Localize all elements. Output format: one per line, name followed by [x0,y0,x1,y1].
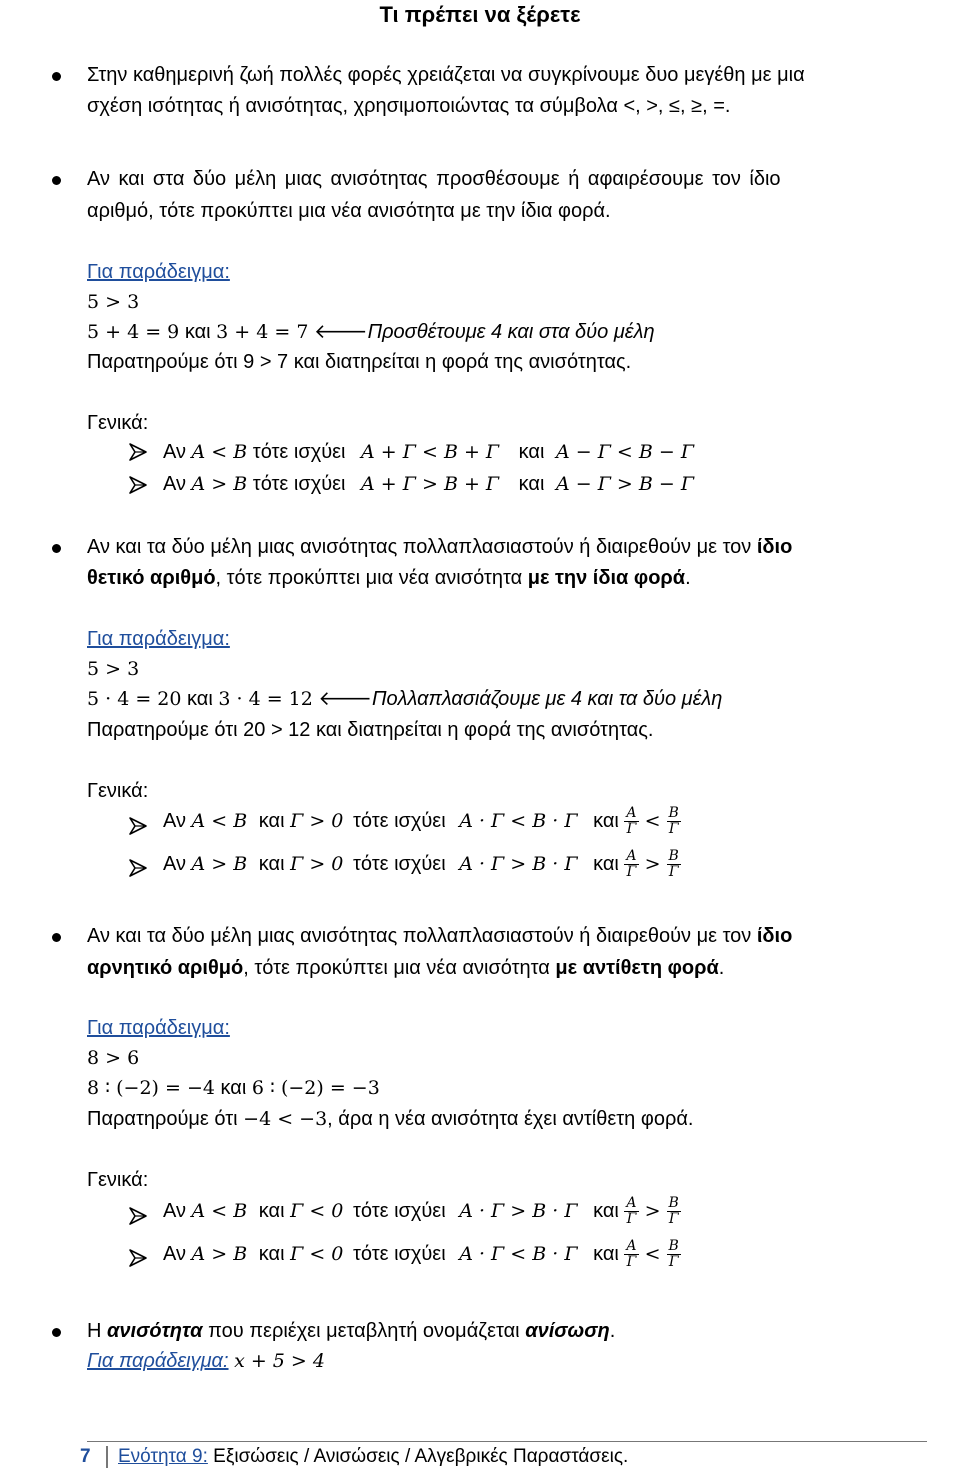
general-label: Γενικά: [87,1169,149,1191]
example-line: 5 > 3 [87,291,140,313]
s4-line1: Αν και τα δύο μέλη μιας ανισότητας πολλαπλασιαστούν ή διαιρεθούν με τον ίδιο [87,925,793,947]
arrowhead-bullet-icon [127,474,149,496]
bullet-icon [52,72,61,81]
bullet-icon [52,544,61,553]
arrow-left-icon: 🡐 [313,321,368,343]
fraction: $\frac{A}{\Gamma}$ [626,805,637,837]
s4-line2: αρνητικό αριθμό, τότε προκύπτει μια νέα ανισότητα με αντίθετη φορά. [87,957,725,979]
fraction: $\frac{B}{\Gamma}$ [668,848,679,880]
footer [80,1446,628,1468]
s2-line1: Αν και στα δύο μέλη μιας ανισότητας προσθέσουμε ή αφαιρέσουμε τον ίδιο [87,168,781,190]
bullet-icon [52,1328,61,1337]
bullet-icon [52,933,61,942]
rule-line: Αν Α > Β και Γ < 0 τότε ισχύει Α · Γ < Β · Γ και $\frac{A}{\Gamma}$ < $\frac{B}{\Gamma}$ [163,1238,679,1270]
page-title: Τι πρέπει να ξέρετε [379,2,581,27]
arrowhead-bullet-icon [127,1205,149,1227]
unit-title: Εξισώσεις / Ανισώσεις / Αλγεβρικές Παραστάσεις. [207,1446,629,1467]
example-line: 5 > 3 [87,658,140,680]
rule-line: Αν Α > Β και Γ > 0 τότε ισχύει Α · Γ > Β · Γ και $\frac{A}{\Gamma}$ > $\frac{B}{\Gamma}$ [163,848,679,880]
fraction: $\frac{A}{\Gamma}$ [626,1238,637,1270]
general-label: Γενικά: [87,412,149,434]
footer-divider [87,1441,927,1442]
s3-line2: θετικό αριθμό, τότε προκύπτει μια νέα ανισότητα με την ίδια φορά. [87,567,691,589]
page-number: 7 [80,1446,108,1468]
example-line: Παρατηρούμε ότι −4 < −3, άρα η νέα ανισότητα έχει αντίθετη φορά. [87,1108,694,1130]
fraction: $\frac{A}{\Gamma}$ [626,848,637,880]
s1-line1: Στην καθημερινή ζωή πολλές φορές χρειάζεται να συγκρίνουμε δυο μεγέθη με μια [87,64,805,86]
s3-line1: Αν και τα δύο μέλη μιας ανισότητας πολλαπλασιαστούν ή διαιρεθούν με τον ίδιο [87,536,793,558]
arrowhead-bullet-icon [127,857,149,879]
arrowhead-bullet-icon [127,1247,149,1269]
fraction: $\frac{B}{\Gamma}$ [668,1238,679,1270]
example-line: Παρατηρούμε ότι 9 > 7 και διατηρείται η φορά της ανισότητας. [87,351,632,373]
s2-line2: αριθμό, τότε προκύπτει μια νέα ανισότητα με την ίδια φορά. [87,200,611,222]
fraction: $\frac{B}{\Gamma}$ [668,805,679,837]
example-label: Για παράδειγμα: [87,1017,230,1039]
rule-line: Αν Α < Β και Γ > 0 τότε ισχύει Α · Γ < Β · Γ και $\frac{A}{\Gamma}$ < $\frac{B}{\Gamma}$ [163,805,679,837]
fraction: $\frac{B}{\Gamma}$ [668,1195,679,1227]
bullet-icon [52,176,61,185]
fraction: $\frac{A}{\Gamma}$ [626,1195,637,1227]
s5-line2: Για παράδειγμα: x + 5 > 4 [87,1350,325,1372]
example-label: Για παράδειγμα: [87,261,230,283]
arrowhead-bullet-icon [127,441,149,463]
arrow-left-icon: 🡐 [318,688,373,710]
rule-line: Αν Α < Β τότε ισχύει Α + Γ < Β + Γ και Α − Γ < Β − Γ [163,441,695,463]
example-line: 8 ∶ (−2) = −4 και 6 ∶ (−2) = −3 [87,1077,380,1099]
unit-label: Ενότητα 9: [118,1446,208,1467]
example-line: 8 > 6 [87,1047,140,1069]
general-label: Γενικά: [87,780,149,802]
s1-line2: σχέση ισότητας ή ανισότητας, χρησιμοποιώντας τα σύμβολα <, >, ≤, ≥, =. [87,95,731,117]
s5-line1: Η ανισότητα που περιέχει μεταβλητή ονομάζεται ανίσωση. [87,1320,616,1342]
example-line: 5 + 4 = 9 και 3 + 4 = 7 🡐Προσθέτουμε 4 και στα δύο μέλη [87,321,655,343]
arrowhead-bullet-icon [127,815,149,837]
rule-line: Αν Α > Β τότε ισχύει Α + Γ > Β + Γ και Α − Γ > Β − Γ [163,473,695,495]
example-line: Παρατηρούμε ότι 20 > 12 και διατηρείται η φορά της ανισότητας. [87,719,654,741]
example-line: 5 · 4 = 20 και 3 · 4 = 12 🡐Πολλαπλασιάζουμε με 4 και τα δύο μέλη [87,688,723,710]
rule-line: Αν Α < Β και Γ < 0 τότε ισχύει Α · Γ > Β · Γ και $\frac{A}{\Gamma}$ > $\frac{B}{\Gamma}$ [163,1195,679,1227]
example-label: Για παράδειγμα: [87,628,230,650]
